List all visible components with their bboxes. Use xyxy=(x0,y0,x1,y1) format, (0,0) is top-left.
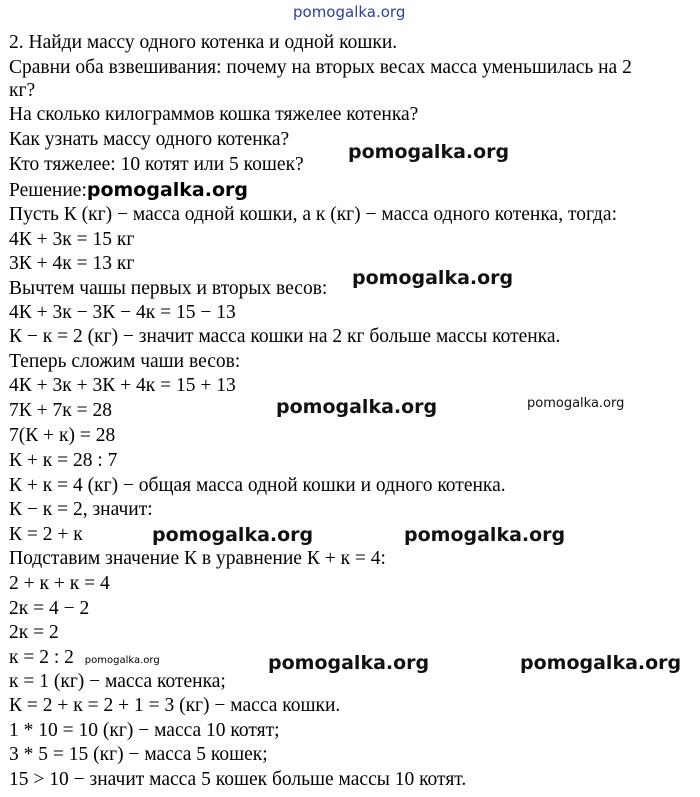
solution-line: К − к = 2 (кг) − значит масса кошки на 2 кг больше массы котенка. xyxy=(9,326,561,347)
question-line: Кто тяжелее: 10 котят или 5 кошек? xyxy=(9,154,304,175)
equation-line xyxy=(9,646,160,673)
solution-label: Решение: xyxy=(9,180,87,201)
equation-line: 7(К + к) = 28 xyxy=(9,425,116,446)
solution-line: к = 1 (кг) − масса котенка; xyxy=(9,671,226,692)
watermark: pomogalka.org xyxy=(84,655,160,666)
watermark: pomogalka.org xyxy=(527,396,625,411)
solution-line: К − к = 2, значит: xyxy=(9,499,153,520)
equation-line: 2к = 2 xyxy=(9,622,59,643)
solution-line: Пусть К (кг) − масса одной кошки, а к (кг) − масса одного котенка, тогда: xyxy=(9,204,617,225)
equation-line: 4К + 3к − 3К − 4к = 15 − 13 xyxy=(9,302,236,323)
solution-line: Вычтем чашы первых и вторых весов: xyxy=(9,278,328,299)
watermark: pomogalka.org xyxy=(520,652,682,674)
equation-line: 2 + к + к = 4 xyxy=(9,573,110,594)
watermark: pomogalka.org xyxy=(152,524,314,546)
watermark: pomogalka.org xyxy=(86,179,248,201)
answer-line: 15 > 10 − значит масса 5 кошек больше массы 10 котят. xyxy=(9,769,467,790)
solution-line: Теперь сложим чаши весов: xyxy=(9,351,241,372)
equation-line: 4К + 3к = 15 кг xyxy=(9,229,135,250)
question-line: На сколько килограммов кошка тяжелее котенка? xyxy=(9,104,419,125)
equation-line: 7К + 7к = 28 xyxy=(9,400,112,421)
equation-line: 3К + 4к = 13 кг xyxy=(9,253,135,274)
watermark: pomogalka.org xyxy=(352,267,514,289)
watermark: pomogalka.org xyxy=(276,396,438,418)
equation-text: к = 2 : 2 xyxy=(9,647,74,668)
question-line: Сравни оба взвешивания: почему на вторых весах масса уменьшилась на 2 xyxy=(9,57,632,78)
equation-line: 2к = 4 − 2 xyxy=(9,598,90,619)
solution-line: К + к = 4 (кг) − общая масса одной кошки и одного котенка. xyxy=(9,475,506,496)
watermark: pomogalka.org xyxy=(404,524,566,546)
solution-line: 1 * 10 = 10 (кг) − масса 10 котят; xyxy=(9,720,280,741)
solution-line: Подставим значение К в уравнение К + к = 4: xyxy=(9,548,386,569)
equation-line: К + к = 28 : 7 xyxy=(9,450,118,471)
watermark: pomogalka.org xyxy=(268,652,430,674)
watermark-top: pomogalka.org xyxy=(293,3,406,21)
question-line: Как узнать массу одного котенка? xyxy=(9,129,290,150)
watermark: pomogalka.org xyxy=(348,141,510,163)
question-line: кг? xyxy=(9,80,36,101)
task-title: 2. Найди массу одного котенка и одной кошки. xyxy=(9,32,398,53)
equation-line: К = 2 + к xyxy=(9,524,83,545)
solution-line: 3 * 5 = 15 (кг) − масса 5 кошек; xyxy=(9,744,268,765)
solution-line: К = 2 + к = 2 + 1 = 3 (кг) − масса кошки. xyxy=(9,695,341,716)
equation-line: 4К + 3к + 3К + 4к = 15 + 13 xyxy=(9,375,236,396)
solution-heading xyxy=(9,178,248,203)
